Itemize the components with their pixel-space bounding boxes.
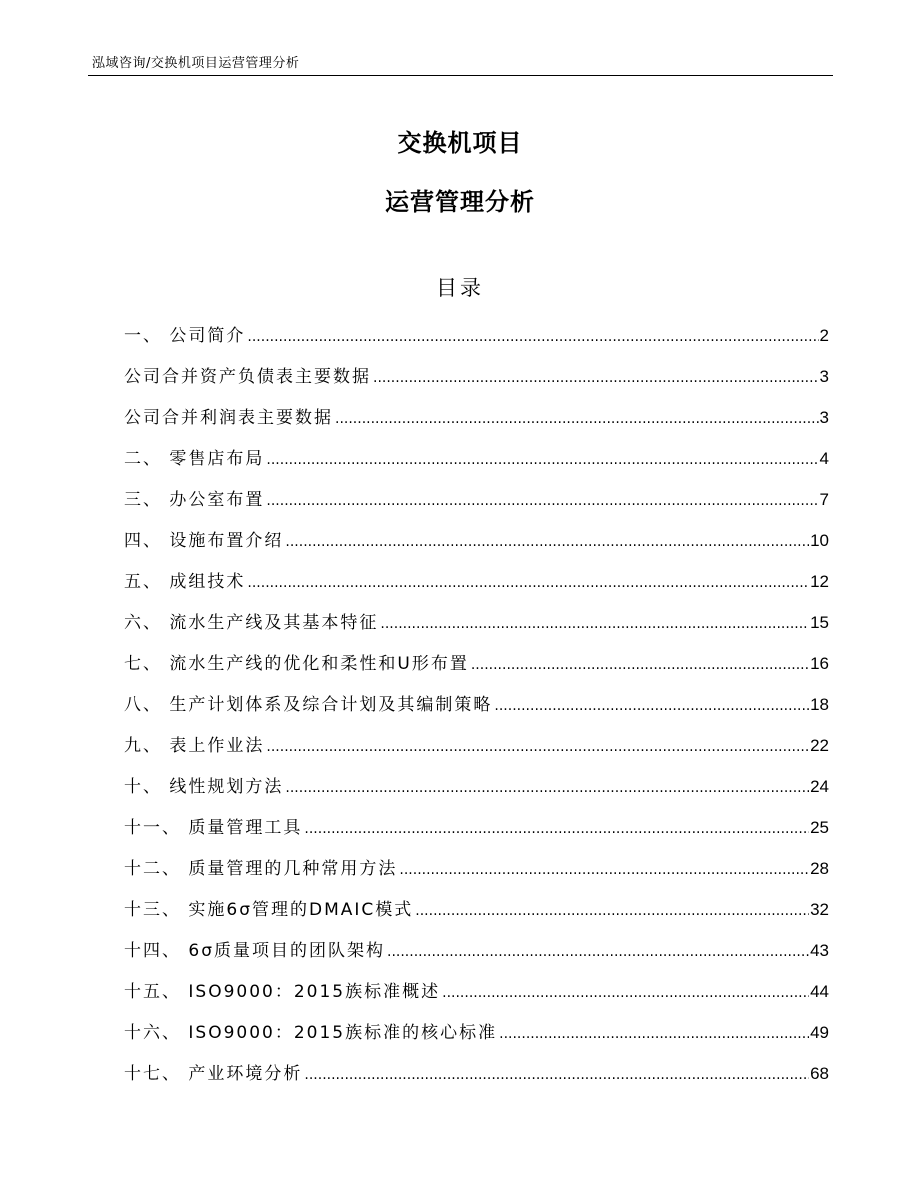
- toc-entry[interactable]: [124, 609, 829, 650]
- toc-entry-page-number: 24: [810, 777, 829, 796]
- toc-entry[interactable]: [124, 445, 829, 486]
- toc-dot-leader: [471, 651, 809, 679]
- toc-entry-page-number: 3: [819, 408, 829, 427]
- toc-entry[interactable]: [124, 978, 829, 1019]
- document-title-line-2: 运营管理分析: [385, 188, 535, 216]
- toc-dot-leader: [304, 815, 809, 843]
- toc-entry[interactable]: [124, 732, 829, 773]
- toc-entry-page-number: 10: [810, 531, 829, 550]
- toc-entry-label: 十五、 ISO9000：2015族标准概述: [124, 982, 441, 1002]
- toc-dot-leader: [247, 569, 809, 597]
- toc-entry-label: 六、 流水生产线及其基本特征: [124, 613, 379, 633]
- toc-entry-label: 十、 线性规划方法: [124, 777, 284, 797]
- toc-entry[interactable]: [124, 363, 829, 404]
- toc-entry-page-number: 18: [810, 695, 829, 714]
- toc-entry-page-number: 4: [819, 449, 829, 468]
- toc-entry-label: 公司合并利润表主要数据: [124, 408, 333, 428]
- toc-entry[interactable]: [124, 1019, 829, 1060]
- toc-entry-label: 十三、 实施6σ管理的DMAIC模式: [124, 900, 414, 920]
- toc-entry-label: 十一、 质量管理工具: [124, 818, 303, 838]
- toc-dot-leader: [494, 692, 809, 720]
- toc-entry[interactable]: [124, 404, 829, 445]
- toc-entry-label: 十六、 ISO9000：2015族标准的核心标准: [124, 1023, 498, 1043]
- toc-dot-leader: [266, 733, 809, 761]
- toc-dot-leader: [387, 938, 809, 966]
- toc-dot-leader: [373, 364, 819, 392]
- toc-entry[interactable]: [124, 486, 829, 527]
- toc-entry[interactable]: [124, 937, 829, 978]
- toc-entry-page-number: 49: [810, 1023, 829, 1042]
- toc-dot-leader: [442, 979, 809, 1007]
- toc-entry-page-number: 43: [810, 941, 829, 960]
- toc-dot-leader: [266, 487, 818, 515]
- toc-entry-page-number: 16: [810, 654, 829, 673]
- toc-entry-page-number: 12: [810, 572, 829, 591]
- toc-entry[interactable]: [124, 322, 829, 363]
- toc-entry-page-number: 3: [819, 367, 829, 386]
- toc-dot-leader: [499, 1020, 809, 1048]
- toc-dot-leader: [247, 323, 818, 351]
- toc-entry[interactable]: [124, 814, 829, 855]
- toc-entry-page-number: 25: [810, 818, 829, 837]
- toc-entry[interactable]: [124, 1060, 829, 1101]
- toc-entry-label: 十四、 6σ质量项目的团队架构: [124, 941, 385, 961]
- toc-entry-page-number: 28: [810, 859, 829, 878]
- toc-entry-label: 五、 成组技术: [124, 572, 246, 592]
- toc-dot-leader: [285, 774, 809, 802]
- toc-dot-leader: [399, 856, 809, 884]
- toc-entry-page-number: 32: [810, 900, 829, 919]
- toc-entry-label: 十七、 产业环境分析: [124, 1064, 303, 1084]
- toc-entry-label: 公司合并资产负债表主要数据: [124, 367, 371, 387]
- toc-entry-label: 八、 生产计划体系及综合计划及其编制策略: [124, 695, 493, 715]
- table-of-contents: [124, 322, 829, 1101]
- toc-entry-label: 十二、 质量管理的几种常用方法: [124, 859, 398, 879]
- toc-dot-leader: [266, 446, 818, 474]
- toc-entry-label: 四、 设施布置介绍: [124, 531, 284, 551]
- document-title-line-1: 交换机项目: [397, 129, 523, 157]
- toc-entry-label: 九、 表上作业法: [124, 736, 265, 756]
- header-text: 泓域咨询/交换机项目运营管理分析: [92, 56, 300, 71]
- toc-entry-label: 七、 流水生产线的优化和柔性和U形布置: [124, 654, 469, 674]
- toc-entry[interactable]: [124, 650, 829, 691]
- toc-entry-label: 二、 零售店布局: [124, 449, 265, 469]
- toc-dot-leader: [285, 528, 809, 556]
- toc-entry[interactable]: [124, 527, 829, 568]
- toc-heading: 目录: [436, 276, 484, 300]
- toc-entry-page-number: 22: [810, 736, 829, 755]
- toc-dot-leader: [415, 897, 809, 925]
- toc-entry[interactable]: [124, 773, 829, 814]
- toc-entry-page-number: 15: [810, 613, 829, 632]
- toc-entry-label: 一、 公司简介: [124, 326, 246, 346]
- toc-entry-page-number: 44: [810, 982, 829, 1001]
- toc-dot-leader: [335, 405, 819, 433]
- toc-entry[interactable]: [124, 896, 829, 937]
- toc-entry-page-number: 7: [819, 490, 829, 509]
- toc-entry-label: 三、 办公室布置: [124, 490, 265, 510]
- toc-entry[interactable]: [124, 855, 829, 896]
- toc-entry-page-number: 2: [819, 326, 829, 345]
- toc-dot-leader: [304, 1061, 809, 1089]
- toc-dot-leader: [380, 610, 809, 638]
- header-divider: [88, 75, 833, 76]
- toc-entry[interactable]: [124, 691, 829, 732]
- toc-entry-page-number: 68: [810, 1064, 829, 1083]
- toc-entry[interactable]: [124, 568, 829, 609]
